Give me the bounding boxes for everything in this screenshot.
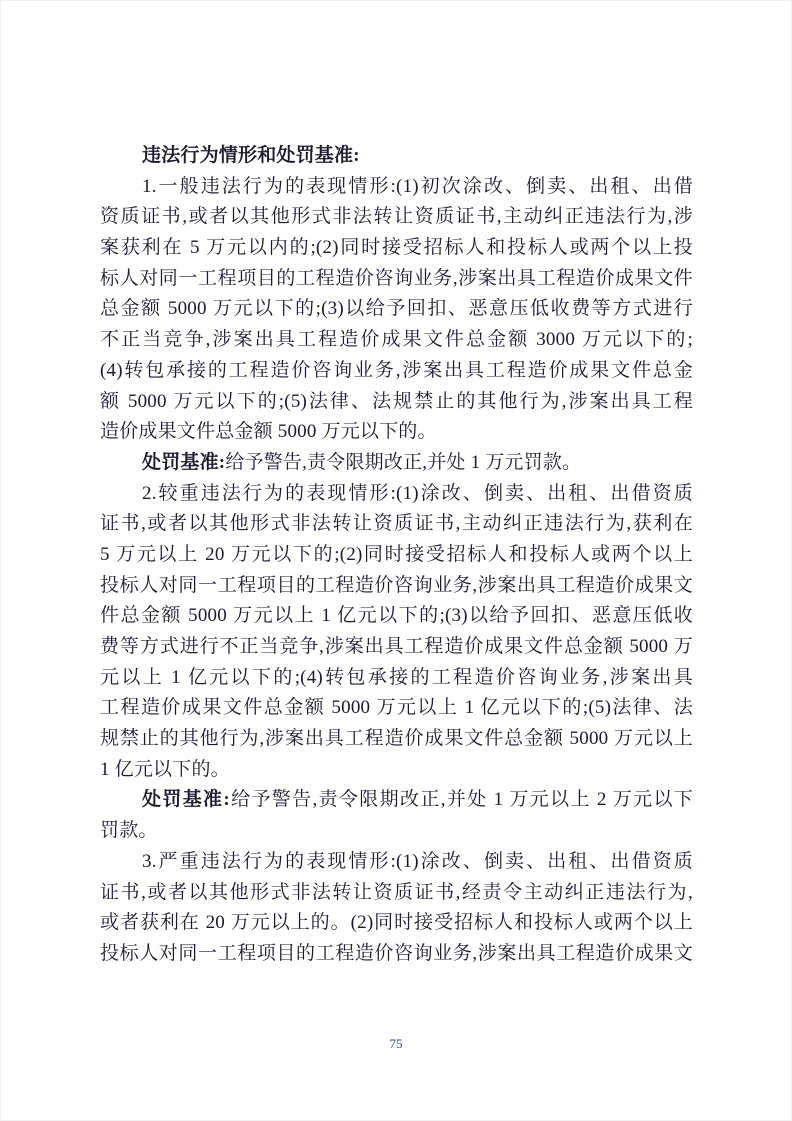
text-run-bold: 处罚基准:	[142, 789, 230, 811]
text-line	[100, 693, 693, 724]
text-line	[100, 479, 693, 510]
text-line	[100, 264, 693, 295]
text-run: 1.一般违法行为的表现情形:(1)初次涂改、倒卖、出租、出借	[142, 175, 693, 197]
text-line	[100, 172, 693, 203]
text-run: 给予警告,责令限期改正,并处 1 万元以上 2 万元以下	[229, 789, 693, 811]
text-line	[100, 632, 693, 663]
text-run: 规禁止的其他行为,涉案出具工程造价成果文件总金额 5000 万元以上	[100, 728, 693, 750]
text-run: 案获利在 5 万元以内的;(2)同时接受招标人和投标人或两个以上投	[100, 237, 693, 259]
text-run: 件总金额 5000 万元以上 1 亿元以下的;(3)以给予回扣、恶意压低收	[100, 605, 693, 627]
text-line	[100, 387, 693, 418]
text-line	[100, 202, 693, 233]
text-run: 费等方式进行不正当竞争,涉案出具工程造价成果文件总金额 5000 万	[100, 636, 693, 657]
text-run-bold: 违法行为情形和处罚基准:	[142, 145, 360, 166]
text-line	[100, 141, 693, 172]
text-line	[100, 785, 693, 816]
page-footer	[0, 1035, 792, 1053]
text-line	[100, 448, 693, 479]
text-run: 给予警告,责令限期改正,并处 1 万元罚款。	[225, 451, 582, 473]
text-line	[100, 939, 693, 970]
text-line	[100, 724, 693, 755]
text-run: 投标人对同一工程项目的工程造价咨询业务,涉案出具工程造价成果文	[100, 942, 693, 964]
text-run: 证书,或者以其他形式非法转让资质证书,主动纠正违法行为,获利在	[100, 513, 693, 535]
text-run: 3.严重违法行为的表现情形:(1)涂改、倒卖、出租、出借资质	[142, 850, 693, 872]
text-line	[100, 540, 693, 571]
text-run: 元以上 1 亿元以下的;(4)转包承接的工程造价咨询业务,涉案出具	[100, 666, 693, 688]
text-line	[100, 847, 693, 878]
text-line	[100, 325, 693, 356]
text-line	[100, 571, 693, 602]
text-run: (4)转包承接的工程造价咨询业务,涉案出具工程造价成果文件总金	[100, 359, 693, 381]
text-run: 投标人对同一工程项目的工程造价咨询业务,涉案出具工程造价成果文	[100, 574, 693, 596]
text-line	[100, 755, 693, 786]
text-run: 标人对同一工程项目的工程造价咨询业务,涉案出具工程造价成果文件	[100, 267, 693, 289]
text-run: 罚款。	[100, 820, 158, 842]
text-line	[100, 908, 693, 939]
text-run-bold: 处罚基准:	[142, 451, 226, 473]
text-run: 或者获利在 20 万元以上的。(2)同时接受招标人和投标人或两个以上	[100, 912, 693, 934]
text-line	[100, 878, 693, 909]
text-run: 1 亿元以下的。	[100, 758, 230, 780]
text-run: 额 5000 万元以下的;(5)法律、法规禁止的其他行为,涉案出具工程	[100, 390, 693, 412]
text-run: 不正当竞争,涉案出具工程造价成果文件总金额 3000 万元以下的;	[100, 329, 693, 351]
text-run: 总金额 5000 万元以下的;(3)以给予回扣、恶意压低收费等方式进行	[100, 298, 693, 320]
text-run: 证书,或者以其他形式非法转让资质证书,经责令主动纠正违法行为,	[100, 881, 693, 903]
text-line	[100, 417, 693, 448]
text-run: 5 万元以上 20 万元以下的;(2)同时接受招标人和投标人或两个以上	[100, 543, 693, 565]
text-line	[100, 663, 693, 694]
text-line	[100, 356, 693, 387]
text-line	[100, 294, 693, 325]
text-run: 资质证书,或者以其他形式非法转让资质证书,主动纠正违法行为,涉	[100, 206, 693, 228]
page-number: 75	[389, 1036, 403, 1051]
text-line	[100, 601, 693, 632]
text-line	[100, 509, 693, 540]
text-run: 2.较重违法行为的表现情形:(1)涂改、倒卖、出租、出借资质	[142, 482, 693, 504]
text-run: 造价成果文件总金额 5000 万元以下的。	[100, 421, 437, 443]
text-run: 工程造价成果文件总金额 5000 万元以上 1 亿元以下的;(5)法律、法	[100, 697, 693, 719]
text-line	[100, 816, 693, 847]
document-body	[100, 141, 693, 970]
text-line	[100, 233, 693, 264]
